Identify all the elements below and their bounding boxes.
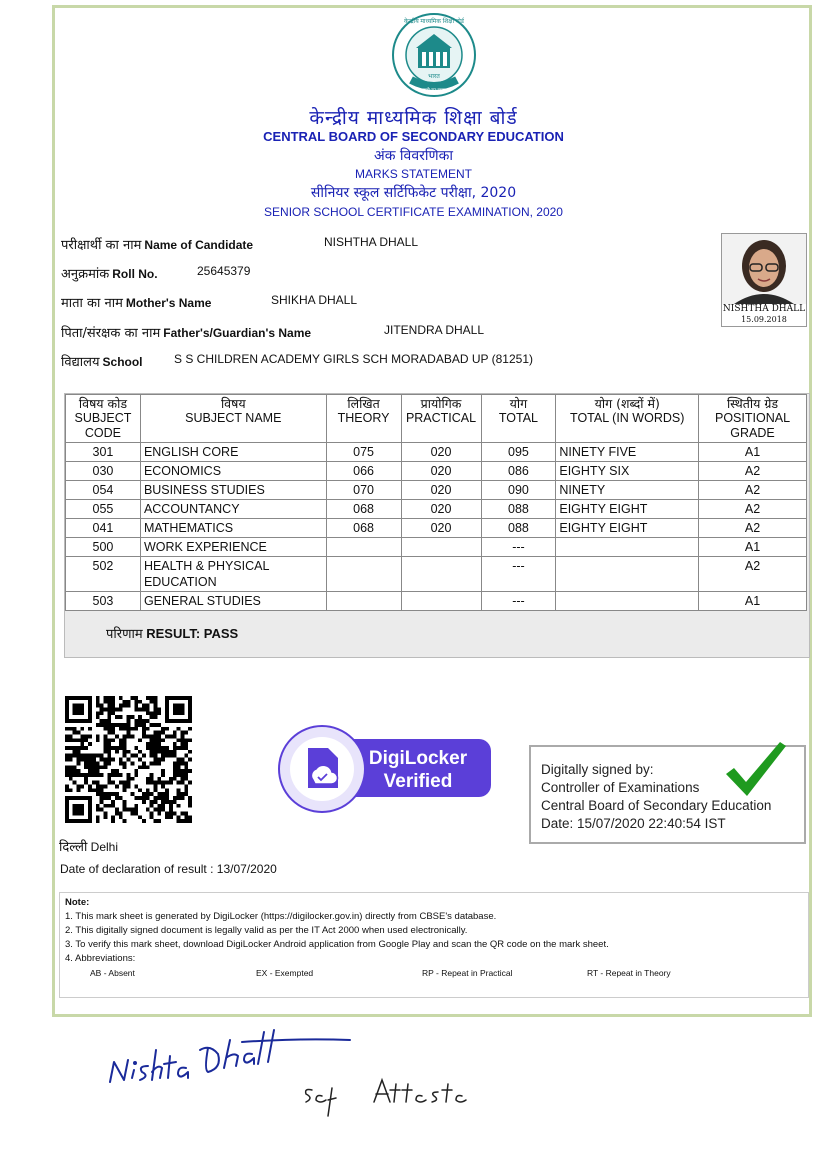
table-row <box>66 557 807 592</box>
digilocker-verified-badge <box>278 724 492 814</box>
father-label-hi: पिता/संरक्षक का नाम <box>61 326 161 341</box>
father-row <box>61 323 485 341</box>
theory-marks: 075 <box>326 443 401 462</box>
svg-text:भारत: भारत <box>428 74 440 80</box>
total-marks: 086 <box>481 462 556 481</box>
declaration-line <box>60 862 277 876</box>
practical-marks: 020 <box>401 443 481 462</box>
table-row <box>66 538 807 557</box>
school-name: S S CHILDREN ACADEMY GIRLS SCH MORADABAD UP (81251) <box>174 352 533 366</box>
theory-marks <box>326 538 401 557</box>
notes-title: Note: <box>65 897 90 908</box>
exam-title: SENIOR SCHOOL CERTIFICATE EXAMINATION, 2020 <box>264 205 563 219</box>
subject-code: 054 <box>66 481 141 500</box>
place <box>59 837 118 855</box>
roll-row <box>61 264 251 282</box>
header-total: योग TOTAL <box>481 395 556 443</box>
notes-box <box>59 892 809 998</box>
declaration-label: Date of declaration of result : <box>60 862 214 876</box>
practical-marks: 020 <box>401 519 481 538</box>
practical-marks: 020 <box>401 500 481 519</box>
signature-date: Date: 15/07/2020 22:40:54 IST <box>541 816 726 831</box>
subject-code: 055 <box>66 500 141 519</box>
qr-code[interactable] <box>65 696 192 823</box>
note-item: 1. This mark sheet is generated by DigiLocker (https://digilocker.gov.in) directly from CBSE's database. <box>65 911 497 922</box>
hindi-board-title: केन्द्रीय माध्यमिक शिक्षा बोर्ड <box>309 107 518 129</box>
subject-code: 301 <box>66 443 141 462</box>
total-words <box>556 538 699 557</box>
marks-table <box>65 394 807 611</box>
theory-marks <box>326 592 401 611</box>
grade: A2 <box>699 519 807 538</box>
roll-number: 25645379 <box>197 264 251 278</box>
signature-line-1: Digitally signed by: <box>541 762 654 777</box>
roll-label-hi: अनुक्रमांक <box>61 267 110 282</box>
total-words: EIGHTY EIGHT <box>556 500 699 519</box>
subject-name: WORK EXPERIENCE <box>140 538 326 557</box>
statement-title: MARKS STATEMENT <box>355 167 472 181</box>
grade: A1 <box>699 592 807 611</box>
practical-marks <box>401 592 481 611</box>
subject-code: 500 <box>66 538 141 557</box>
grade: A1 <box>699 538 807 557</box>
result-label-hi: परिणाम <box>106 627 143 642</box>
table-header-row <box>66 395 807 443</box>
school-row <box>61 352 533 370</box>
subject-code: 503 <box>66 592 141 611</box>
grade: A2 <box>699 557 807 592</box>
roll-label: Roll No. <box>112 267 158 281</box>
place-hi: दिल्ली <box>59 840 88 855</box>
total-words <box>556 557 699 592</box>
table-row <box>66 519 807 538</box>
verified-label: Verified <box>383 771 453 792</box>
candidate-name-label-hi: परीक्षार्थी का नाम <box>61 238 142 253</box>
header-practical: प्रायोगिक PRACTICAL <box>401 395 481 443</box>
photo-caption-date: 15.09.2018 <box>741 315 787 324</box>
grade: A2 <box>699 462 807 481</box>
mother-label-hi: माता का नाम <box>61 296 123 311</box>
svg-text:केन्द्रीय माध्यमिक शिक्षा बोर्: केन्द्रीय माध्यमिक शिक्षा बोर्ड <box>404 19 464 25</box>
total-marks: 095 <box>481 443 556 462</box>
hindi-statement-title: अंक विवरणिका <box>374 148 453 164</box>
declaration-date: 13/07/2020 <box>216 862 277 876</box>
total-marks: --- <box>481 538 556 557</box>
signature-line-3: Central Board of Secondary Education <box>541 798 772 813</box>
total-words: EIGHTY SIX <box>556 462 699 481</box>
grade: A2 <box>699 481 807 500</box>
father-name: JITENDRA DHALL <box>384 323 485 337</box>
abbreviation-item: RT - Repeat in Theory <box>587 968 671 978</box>
header-positional-grade: स्थितीय ग्रेड POSITIONAL GRADE <box>699 395 807 443</box>
theory-marks <box>326 557 401 592</box>
candidate-portrait <box>722 234 806 304</box>
subject-code: 041 <box>66 519 141 538</box>
mother-label: Mother's Name <box>125 296 212 310</box>
total-words: NINETY <box>556 481 699 500</box>
grade: A2 <box>699 500 807 519</box>
subject-name: ACCOUNTANCY <box>140 500 326 519</box>
result-label: RESULT: <box>146 626 201 641</box>
practical-marks <box>401 538 481 557</box>
subject-code: 502 <box>66 557 141 592</box>
candidate-name: NISHTHA DHALL <box>324 235 419 249</box>
abbreviation-item: RP - Repeat in Practical <box>422 968 513 978</box>
theory-marks: 066 <box>326 462 401 481</box>
signature-line-2: Controller of Examinations <box>541 780 700 795</box>
subject-code: 030 <box>66 462 141 481</box>
theory-marks: 070 <box>326 481 401 500</box>
subject-name: GENERAL STUDIES <box>140 592 326 611</box>
total-words: EIGHTY EIGHT <box>556 519 699 538</box>
theory-marks: 068 <box>326 500 401 519</box>
note-item: 4. Abbreviations: <box>65 953 136 964</box>
subject-name: MATHEMATICS <box>140 519 326 538</box>
check-icon <box>722 738 788 800</box>
header-theory: लिखित THEORY <box>326 395 401 443</box>
total-marks: 088 <box>481 500 556 519</box>
handwritten-signature <box>100 1010 480 1150</box>
result-line <box>106 624 238 642</box>
svg-text:असतो मा सद्गमय: असतो मा सद्गमय <box>417 88 451 94</box>
practical-marks: 020 <box>401 481 481 500</box>
hindi-exam-title: सीनियर स्कूल सर्टिफिकेट परीक्षा, 2020 <box>310 185 517 201</box>
total-marks: 090 <box>481 481 556 500</box>
table-row <box>66 462 807 481</box>
photo-caption-name: NISHTHA DHALL <box>722 304 806 314</box>
father-label: Father's/Guardian's Name <box>163 326 312 340</box>
header-subject-name: विषय SUBJECT NAME <box>140 395 326 443</box>
table-row <box>66 500 807 519</box>
total-words <box>556 592 699 611</box>
theory-marks: 068 <box>326 519 401 538</box>
total-marks: 088 <box>481 519 556 538</box>
total-marks: --- <box>481 557 556 592</box>
total-marks: --- <box>481 592 556 611</box>
cbse-logo <box>391 12 477 102</box>
table-row <box>66 481 807 500</box>
abbreviation-item: AB - Absent <box>90 968 135 978</box>
practical-marks <box>401 557 481 592</box>
header-subject-code: विषय कोड SUBJECT CODE <box>66 395 141 443</box>
result-value: PASS <box>203 626 239 641</box>
abbreviation-item: EX - Exempted <box>256 968 314 978</box>
header-total-words: योग (शब्दों में) TOTAL (IN WORDS) <box>556 395 699 443</box>
subject-name: HEALTH & PHYSICAL EDUCATION <box>140 557 326 592</box>
board-title: CENTRAL BOARD OF SECONDARY EDUCATION <box>263 129 564 144</box>
mother-row <box>61 293 358 311</box>
table-row <box>66 443 807 462</box>
subject-name: ENGLISH CORE <box>140 443 326 462</box>
mother-name: SHIKHA DHALL <box>271 293 358 307</box>
place-en: Delhi <box>90 840 119 854</box>
note-item: 2. This digitally signed document is legally valid as per the IT Act 2000 when used electronically. <box>65 925 468 936</box>
candidate-photo <box>721 233 807 327</box>
digilocker-label: DigiLocker <box>368 748 468 769</box>
subject-name: BUSINESS STUDIES <box>140 481 326 500</box>
grade: A1 <box>699 443 807 462</box>
candidate-name-label: Name of Candidate <box>144 238 254 252</box>
candidate-name-row <box>61 235 419 253</box>
table-row <box>66 592 807 611</box>
practical-marks: 020 <box>401 462 481 481</box>
note-item: 3. To verify this mark sheet, download DigiLocker Android application from Google Play and scan the QR code on the mark sheet. <box>65 939 609 950</box>
school-label: School <box>102 355 143 369</box>
subject-name: ECONOMICS <box>140 462 326 481</box>
school-label-hi: विद्यालय <box>61 355 100 370</box>
total-words: NINETY FIVE <box>556 443 699 462</box>
